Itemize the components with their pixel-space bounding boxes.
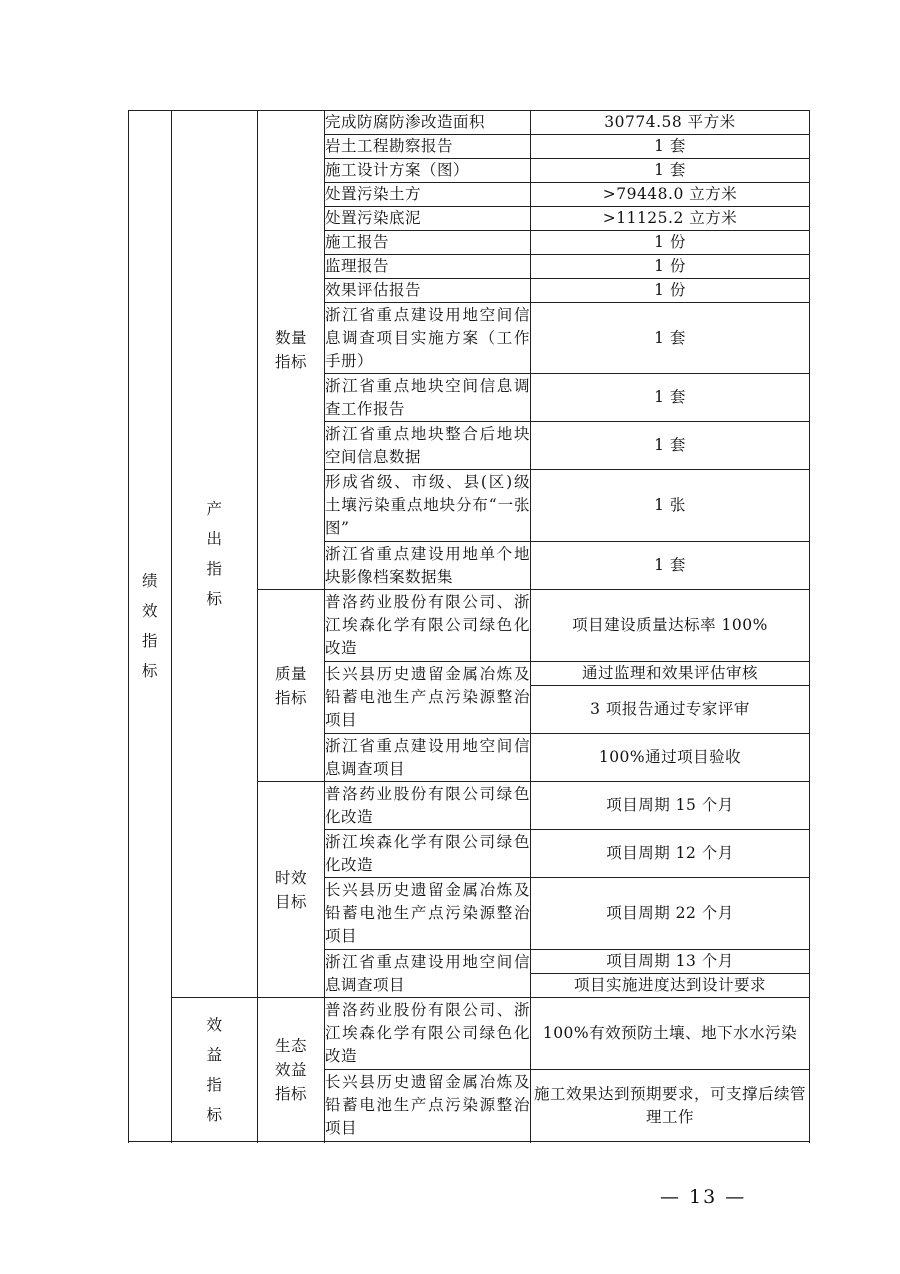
indicator-item: 施工报告 <box>325 231 531 255</box>
indicator-item: 浙江省重点地块空间信息调查工作报告 <box>325 374 531 422</box>
indicator-value: >79448.0 立方米 <box>531 183 810 207</box>
indicator-value: 项目实施进度达到设计要求 <box>531 974 810 998</box>
level3-label-eco-benefit: 生态效益指标 <box>258 998 325 1142</box>
indicator-value: 项目周期 15 个月 <box>531 782 810 830</box>
indicator-item: 浙江埃森化学有限公司绿色化改造 <box>325 830 531 878</box>
indicator-value: 100%通过项目验收 <box>531 734 810 782</box>
level1-label-performance: 绩效指标 <box>129 111 172 1142</box>
indicator-value: 1 套 <box>531 542 810 590</box>
indicator-value: 项目建设质量达标率 100% <box>531 590 810 662</box>
indicator-item: 长兴县历史遗留金属冶炼及铅蓄电池生产点污染源整治项目 <box>325 662 531 734</box>
indicator-value: 1 套 <box>531 135 810 159</box>
indicator-item: 普洛药业股份有限公司绿色化改造 <box>325 782 531 830</box>
level3-label-quality: 质量指标 <box>258 590 325 782</box>
indicator-item: 处置污染底泥 <box>325 207 531 231</box>
indicator-item: 浙江省重点地块整合后地块空间信息数据 <box>325 422 531 470</box>
indicator-value: 1 套 <box>531 422 810 470</box>
indicator-value: 30774.58 平方米 <box>531 111 810 135</box>
indicator-item: 效果评估报告 <box>325 279 531 303</box>
indicator-item: 施工设计方案（图） <box>325 159 531 183</box>
indicator-value: 1 份 <box>531 255 810 279</box>
indicator-item: 形成省级、市级、县(区)级土壤污染重点地块分布“一张图” <box>325 470 531 542</box>
indicator-item: 监理报告 <box>325 255 531 279</box>
indicator-item: 浙江省重点建设用地空间信息调查项目 <box>325 734 531 782</box>
level3-label-quantity: 数量指标 <box>258 111 325 590</box>
indicator-item: 浙江省重点建设用地单个地块影像档案数据集 <box>325 542 531 590</box>
indicator-value: 项目周期 22 个月 <box>531 878 810 950</box>
indicator-value: 通过监理和效果评估审核 <box>531 662 810 686</box>
level2-label-benefit: 效益指标 <box>172 998 258 1142</box>
indicator-item: 岩土工程勘察报告 <box>325 135 531 159</box>
indicator-item: 处置污染土方 <box>325 183 531 207</box>
indicator-value: 1 套 <box>531 159 810 183</box>
page-number: — 13 — <box>660 1186 747 1208</box>
indicator-value: 100%有效预防土壤、地下水水污染 <box>531 998 810 1070</box>
indicator-item: 长兴县历史遗留金属冶炼及铅蓄电池生产点污染源整治项目 <box>325 1070 531 1142</box>
performance-indicator-table <box>128 110 810 1142</box>
indicator-value: 项目周期 13 个月 <box>531 950 810 974</box>
indicator-item: 浙江省重点建设用地空间信息调查项目 <box>325 950 531 998</box>
indicator-item: 普洛药业股份有限公司、浙江埃森化学有限公司绿色化改造 <box>325 998 531 1070</box>
indicator-value: 施工效果达到预期要求，可支撑后续管理工作 <box>531 1070 810 1142</box>
indicator-value: 1 份 <box>531 279 810 303</box>
indicator-item: 长兴县历史遗留金属冶炼及铅蓄电池生产点污染源整治项目 <box>325 878 531 950</box>
indicator-value: 3 项报告通过专家评审 <box>531 686 810 734</box>
indicator-value: 1 套 <box>531 374 810 422</box>
level2-label-output: 产出指标 <box>172 111 258 998</box>
indicator-item: 浙江省重点建设用地空间信息调查项目实施方案（工作手册） <box>325 303 531 374</box>
indicator-value: 1 套 <box>531 303 810 374</box>
indicator-item: 普洛药业股份有限公司、浙江埃森化学有限公司绿色化改造 <box>325 590 531 662</box>
indicator-value: 1 份 <box>531 231 810 255</box>
indicator-value: 项目周期 12 个月 <box>531 830 810 878</box>
level3-label-timeliness: 时效目标 <box>258 782 325 998</box>
indicator-value: 1 张 <box>531 470 810 542</box>
indicator-value: >11125.2 立方米 <box>531 207 810 231</box>
indicator-item: 完成防腐防渗改造面积 <box>325 111 531 135</box>
